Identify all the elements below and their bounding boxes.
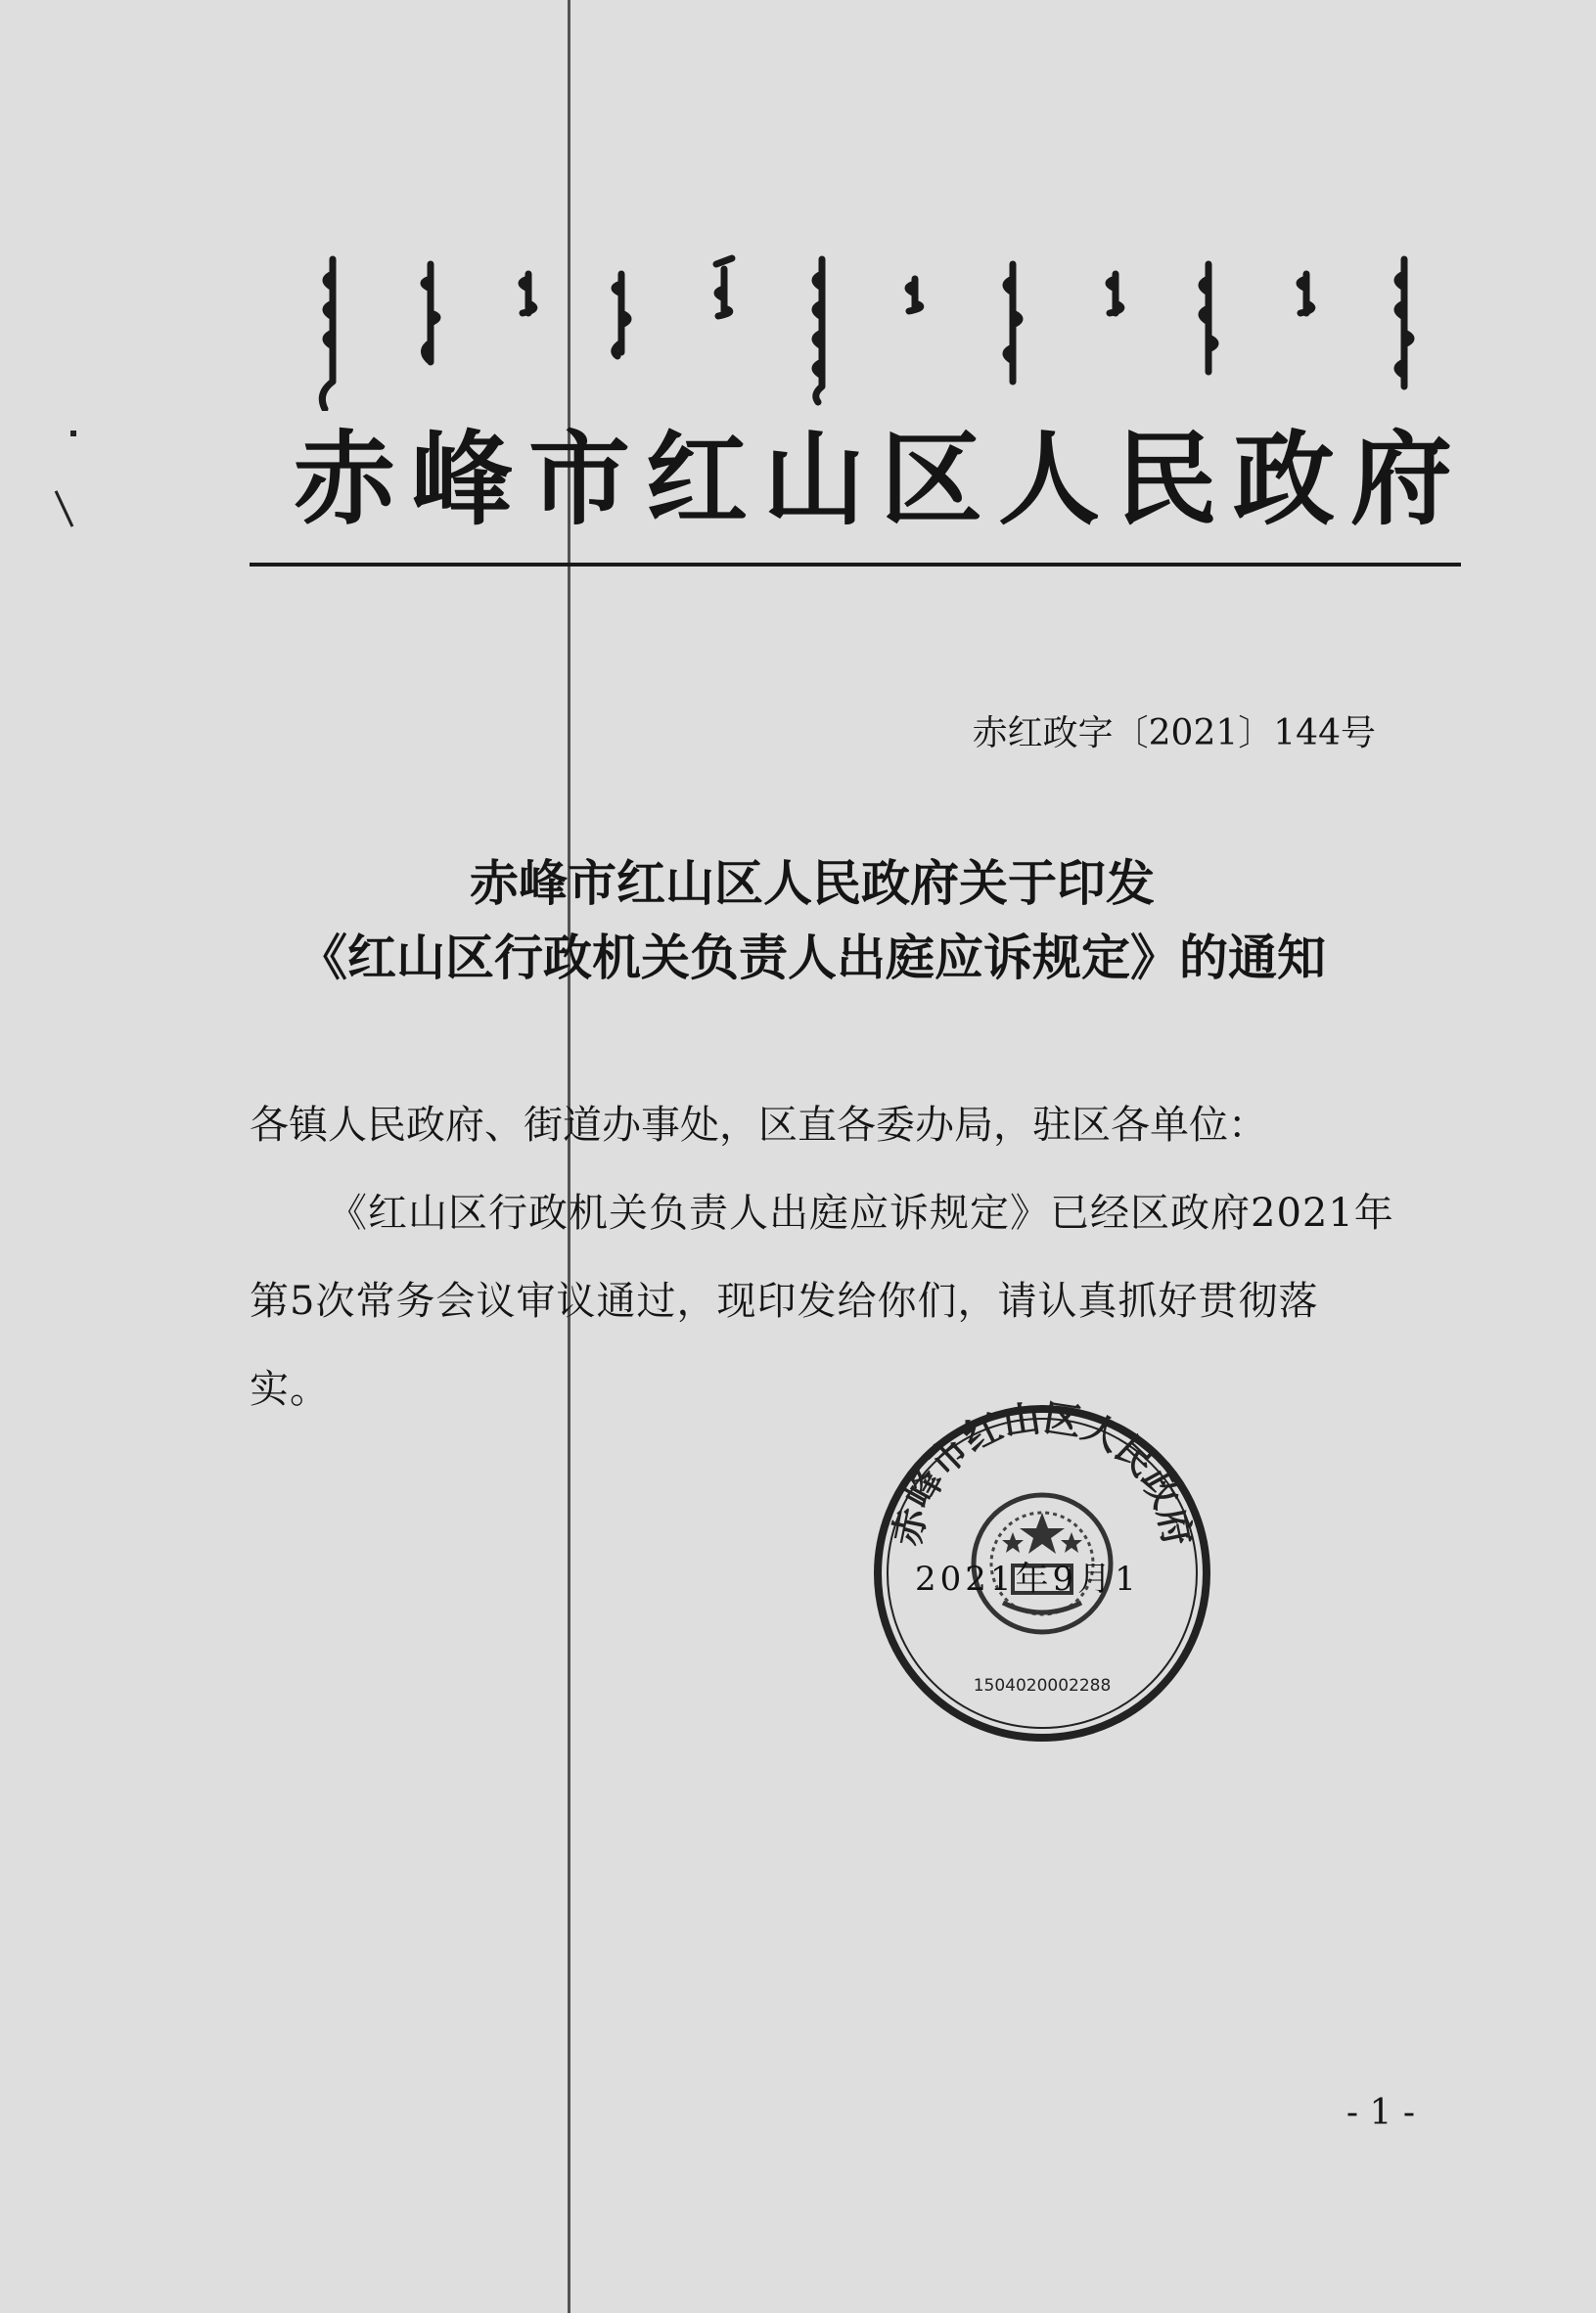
page-number: - 1 -	[1345, 2093, 1415, 2133]
notice-title-line-1: 赤峰市红山区人民政府关于印发	[470, 855, 1155, 912]
scan-speck	[70, 431, 76, 436]
header-divider	[250, 563, 1461, 567]
seal-code: 1504020002288	[973, 1676, 1112, 1696]
mongolian-script-image	[294, 245, 1448, 411]
mongolian-header-script	[294, 245, 1448, 411]
seal-text: 赤峰市红山区人民政府	[885, 1397, 1200, 1550]
notice-title	[225, 846, 1399, 995]
addressee-line: 各镇人民政府、街道办事处，区直各委办局，驻区各单位：	[250, 1103, 1267, 1148]
issuing-authority-title: 赤峰市红山区人民政府	[294, 420, 1469, 539]
issue-date: 2021年9月1	[915, 1560, 1140, 1599]
scan-speck	[55, 490, 74, 527]
notice-title-line-2: 《红山区行政机关负责人出庭应诉规定》的通知	[298, 930, 1326, 986]
document-number: 赤红政字〔2021〕144号	[972, 713, 1376, 753]
notice-body: 《红山区行政机关负责人出庭应诉规定》已经区政府2021年第5次常务会议审议通过，现印发给你们，请认真抓好贯彻落实。	[250, 1191, 1394, 1412]
